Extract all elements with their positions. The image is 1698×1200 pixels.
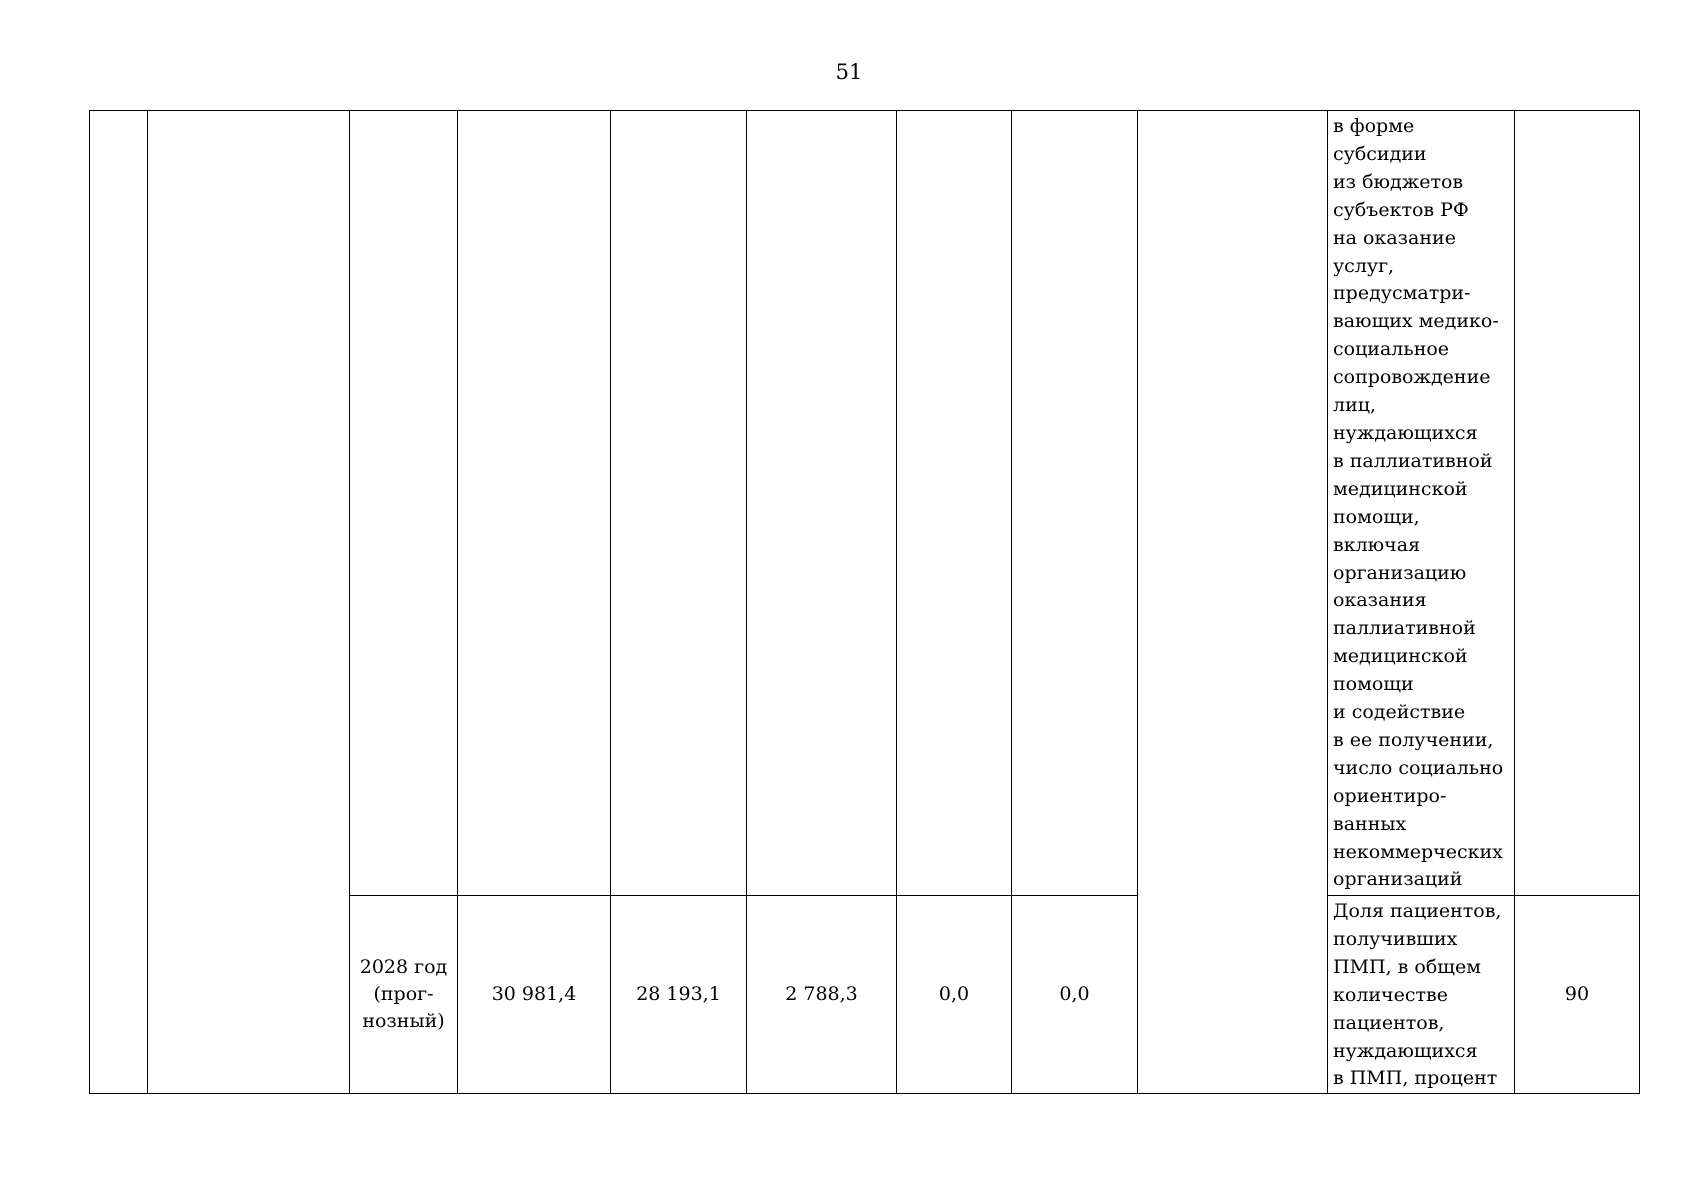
year-line: нозный) bbox=[362, 1010, 445, 1033]
indicator-line: услуг, bbox=[1333, 254, 1395, 277]
table-row bbox=[90, 111, 1640, 896]
federal-budget-cell bbox=[611, 111, 747, 896]
indicator-line: субъектов РФ bbox=[1333, 198, 1469, 221]
indicator-line: нуждающихся bbox=[1333, 1039, 1478, 1062]
indicator-line: получивших bbox=[1333, 927, 1458, 950]
indicator-line: организацию bbox=[1333, 561, 1467, 584]
indicator-line: число социально bbox=[1333, 756, 1504, 779]
indicator-line: на оказание bbox=[1333, 226, 1456, 249]
local-budget-cell bbox=[897, 111, 1012, 896]
local-budget-cell: 0,0 bbox=[897, 896, 1012, 1094]
indicator-line: сопровождение bbox=[1333, 366, 1491, 389]
indicator-line: предусматри- bbox=[1333, 282, 1471, 305]
indicator-line: нуждающихся bbox=[1333, 421, 1478, 444]
indicator-name-cell bbox=[1328, 896, 1515, 1094]
indicator-line: социальное bbox=[1333, 338, 1450, 361]
year-line: (прог- bbox=[373, 983, 434, 1006]
indicator-line: в ее получении, bbox=[1333, 728, 1494, 751]
other-sources-cell: 0,0 bbox=[1012, 896, 1138, 1094]
indicator-line: включая bbox=[1333, 533, 1421, 556]
year-line: 2028 год bbox=[359, 956, 448, 979]
page-number: 51 bbox=[835, 60, 863, 84]
indicator-line: субсидии bbox=[1333, 142, 1427, 165]
other-sources-cell bbox=[1012, 111, 1138, 896]
regional-budget-cell: 2 788,3 bbox=[747, 896, 897, 1094]
indicator-line: помощи, bbox=[1333, 505, 1420, 528]
row-number-cell bbox=[90, 111, 148, 1094]
indicator-line: в паллиативной bbox=[1333, 449, 1493, 472]
indicator-line: ванных bbox=[1333, 812, 1407, 835]
total-cell bbox=[458, 111, 611, 896]
indicator-line: лиц, bbox=[1333, 394, 1376, 417]
indicator-line: ориентиро- bbox=[1333, 784, 1447, 807]
indicator-line: медицинской bbox=[1333, 645, 1468, 668]
regional-budget-cell bbox=[747, 111, 897, 896]
year-cell bbox=[350, 896, 458, 1094]
indicator-line: в ПМП, процент bbox=[1333, 1067, 1498, 1090]
measure-name-cell bbox=[148, 111, 350, 1094]
indicator-line: ПМП, в общем bbox=[1333, 955, 1481, 978]
indicator-line: Доля пациентов, bbox=[1333, 900, 1502, 922]
year-cell bbox=[350, 111, 458, 896]
indicator-line: паллиативной bbox=[1333, 617, 1476, 640]
program-financing-table bbox=[89, 110, 1640, 1094]
indicator-name-cell bbox=[1328, 111, 1515, 896]
indicator-line: организаций bbox=[1333, 868, 1463, 891]
indicator-line: и содействие bbox=[1333, 701, 1466, 724]
indicator-line: оказания bbox=[1333, 589, 1427, 612]
indicator-line: из бюджетов bbox=[1333, 170, 1464, 193]
indicator-line: пациентов, bbox=[1333, 1011, 1445, 1034]
federal-budget-cell: 28 193,1 bbox=[611, 896, 747, 1094]
indicator-line: помощи bbox=[1333, 673, 1414, 696]
indicator-line: в форме bbox=[1333, 115, 1415, 137]
indicator-line: медицинской bbox=[1333, 477, 1468, 500]
indicator-value-cell: 90 bbox=[1515, 896, 1640, 1094]
indicator-line: количестве bbox=[1333, 983, 1448, 1006]
indicator-line: вающих медико- bbox=[1333, 310, 1499, 333]
indicator-value-cell bbox=[1515, 111, 1640, 896]
indicator-line: некоммерческих bbox=[1333, 840, 1503, 863]
executor-cell bbox=[1138, 111, 1328, 1094]
total-cell: 30 981,4 bbox=[458, 896, 611, 1094]
